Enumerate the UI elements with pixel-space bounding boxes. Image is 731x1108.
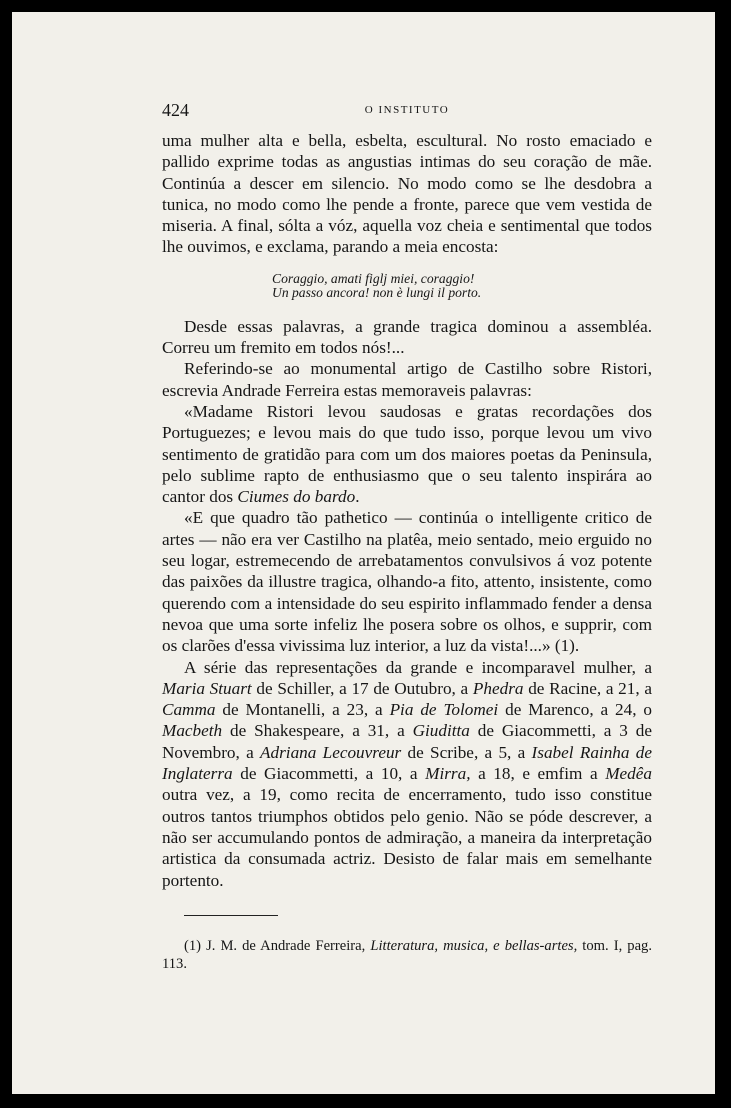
italic-title: Ciumes do bardo — [237, 487, 356, 507]
text-run: A série das representações da grande e incomparavel mulher, a — [184, 657, 652, 677]
italic-title: Medêa — [605, 764, 652, 784]
paragraph — [162, 657, 652, 891]
paragraph-group-2 — [162, 316, 652, 891]
text-run: Referindo-se ao monumental artigo de Castilho sobre Ristori, escrevia Andrade Ferreira estas memoraveis palavras: — [162, 359, 652, 400]
verse-quote — [272, 272, 652, 300]
paragraph — [162, 130, 652, 258]
italic-title: Macbeth — [162, 721, 223, 741]
text-run: . — [355, 487, 360, 507]
verse-line: Coraggio, amati figlj miei, coraggio! — [272, 270, 475, 286]
italic-title: Maria Stuart — [162, 678, 252, 698]
paragraph — [162, 401, 652, 507]
text-run: «E que quadro tão pathetico — continúa o intelligente critico de artes — não era ver Castilho na platêa, meio sentado, meio erguido no seu logar, estremecendo de arrebatamentos convulsivos á voz potente das paixões da illustre tragica, olhando-a fito, attento, insistente, como querendo com a intensidade do seu espirito inflammado fender a densa nevoa que uma sorte infeliz lhe posera sobre os olhos, e supprir, com os clarões d'essa vivissima luz interior, a luz da vista!...» (1). — [162, 508, 652, 656]
italic-title: Giuditta — [412, 721, 470, 741]
text-run: uma mulher alta e bella, esbelta, escultural. No rosto emaciado e pallido exprime todas as angustias intimas do seu coração de mãe. Continúa a descer em silencio. No modo como se lhe desdobra a tunica, no modo como lhe pende a fronte, parece que vem vestida de miseria. A final, sólta a vóz, aquella voz cheia e sentimental que todos lhe ouvimos, e exclama, parando a meia encosta: — [162, 131, 652, 257]
paragraph — [162, 316, 652, 359]
paragraph — [162, 358, 652, 401]
italic-title: Pia de Tolomei — [389, 700, 499, 720]
verse-line: Un passo ancora! non è lungi il porto. — [272, 284, 482, 300]
paragraph-group-1 — [162, 130, 652, 258]
footnote-rule — [184, 915, 278, 916]
italic-title: Adriana Lecouvreur — [260, 742, 402, 762]
italic-title: Litteratura, musica, e bellas-artes, — [370, 937, 578, 954]
footnote — [162, 937, 652, 973]
text-run: de Scribe, a 5, a — [401, 742, 532, 762]
running-title: O INSTITUTO — [364, 104, 450, 116]
paragraph — [162, 507, 652, 656]
text-run: «Madame Ristori levou saudosas e gratas recordações dos Portuguezes; e levou mais do que tudo isso, porque levou um vivo sentimento de gratidão para com um dos maiores poetas da Peninsula, pelo sublime rapto de enthusiasmo que o seu talento inspirára ao cantor dos — [162, 401, 652, 507]
text-run: de Marenco, a 24, o — [498, 700, 653, 720]
text-run: de Giacommetti, a 3 de Novembro, a — [162, 721, 652, 762]
italic-title: Isabel Rainha de Inglaterra — [162, 742, 652, 784]
text-run: outra vez, a 19, como recita de encerramento, tudo isso constitue outros tantos triumphos obtidos pelo genio. Não se póde descrever, a não ser accumulando pontos de admiração, a maneira da interpretação artistica da consumada actriz. Desisto de falar mais em semelhante portento. — [162, 785, 652, 890]
text-run: (1) J. M. de Andrade Ferreira, — [184, 937, 371, 954]
text-run: de Schiller, a 17 de Outubro, a — [251, 678, 473, 698]
page-number: 424 — [162, 100, 189, 120]
italic-title: Phedra — [472, 678, 524, 698]
text-run: de Racine, a 21, a — [523, 678, 653, 698]
text-run: Desde essas palavras, a grande tragica dominou a assembléa. Correu um fremito em todos nós!... — [162, 316, 652, 358]
text-run: de Shakespeare, a 31, a — [222, 721, 413, 741]
text-run: a 18, e emfim a — [470, 764, 606, 784]
body-text — [162, 130, 652, 891]
italic-title: Mirra, — [425, 764, 471, 784]
text-run: de Montanelli, a 23, a — [215, 700, 390, 720]
page-header — [162, 100, 652, 122]
italic-title: Camma — [162, 700, 216, 720]
text-run: de Giacommetti, a 10, a — [232, 764, 426, 784]
text-run: tom. I, pag. 113. — [162, 937, 652, 972]
book-page — [12, 12, 715, 1094]
